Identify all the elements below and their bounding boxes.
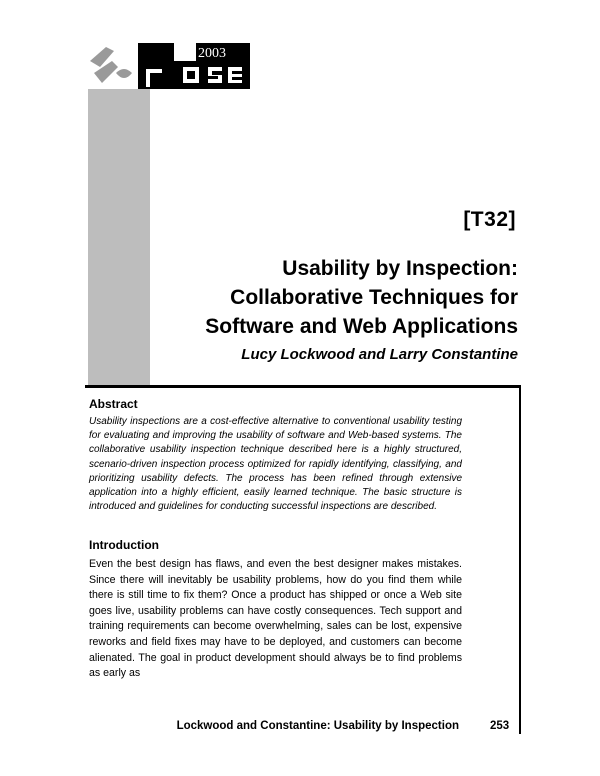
title-line-2: Collaborative Techniques for <box>230 286 518 309</box>
page-title <box>138 254 518 341</box>
title-line-3: Software and Web Applications <box>205 315 518 338</box>
abstract-heading: Abstract <box>89 397 138 411</box>
vertical-rule <box>519 388 521 734</box>
running-footer-title: Lockwood and Constantine: Usability by Inspection <box>176 720 459 732</box>
horizontal-rule <box>85 385 521 388</box>
authors: Lucy Lockwood and Larry Constantine <box>241 346 518 363</box>
talk-id: [T32] <box>463 208 516 231</box>
page-number: 253 <box>490 720 510 732</box>
title-line-1: Usability by Inspection: <box>282 257 518 280</box>
side-band <box>88 89 150 387</box>
abstract-body: Usability inspections are a cost-effective alternative to conventional usability testing for evaluating and improving the usability of software and Web-based systems. The collaborative usability inspection technique described here is a highly structured, scenario-driven inspection process optimized for rapidly identifying, classifying, and prioritizing usability defects. The process has been refined through extensive application into a highly efficient, easily learned technique. The basic structure is introduced and guidelines for conducting successful inspections are described. <box>89 416 462 513</box>
introduction-heading: Introduction <box>89 538 159 552</box>
introduction-body: Even the best design has flaws, and even the best designer makes mistakes. Since there will inevitably be usability problems, how do you find them while there is still time to fix them? Once a product has shipped or once a Web site goes live, usability problems can have costly consequences. Tech support and training requirements can become overwhelming, sales can be lost, expensive reworks and field fixes may have to be deployed, and customers can become alienated. The goal in product development should always be to find problems as early as <box>89 558 462 680</box>
foruse-logo <box>88 43 250 89</box>
logo-year: 2003 <box>198 46 226 61</box>
